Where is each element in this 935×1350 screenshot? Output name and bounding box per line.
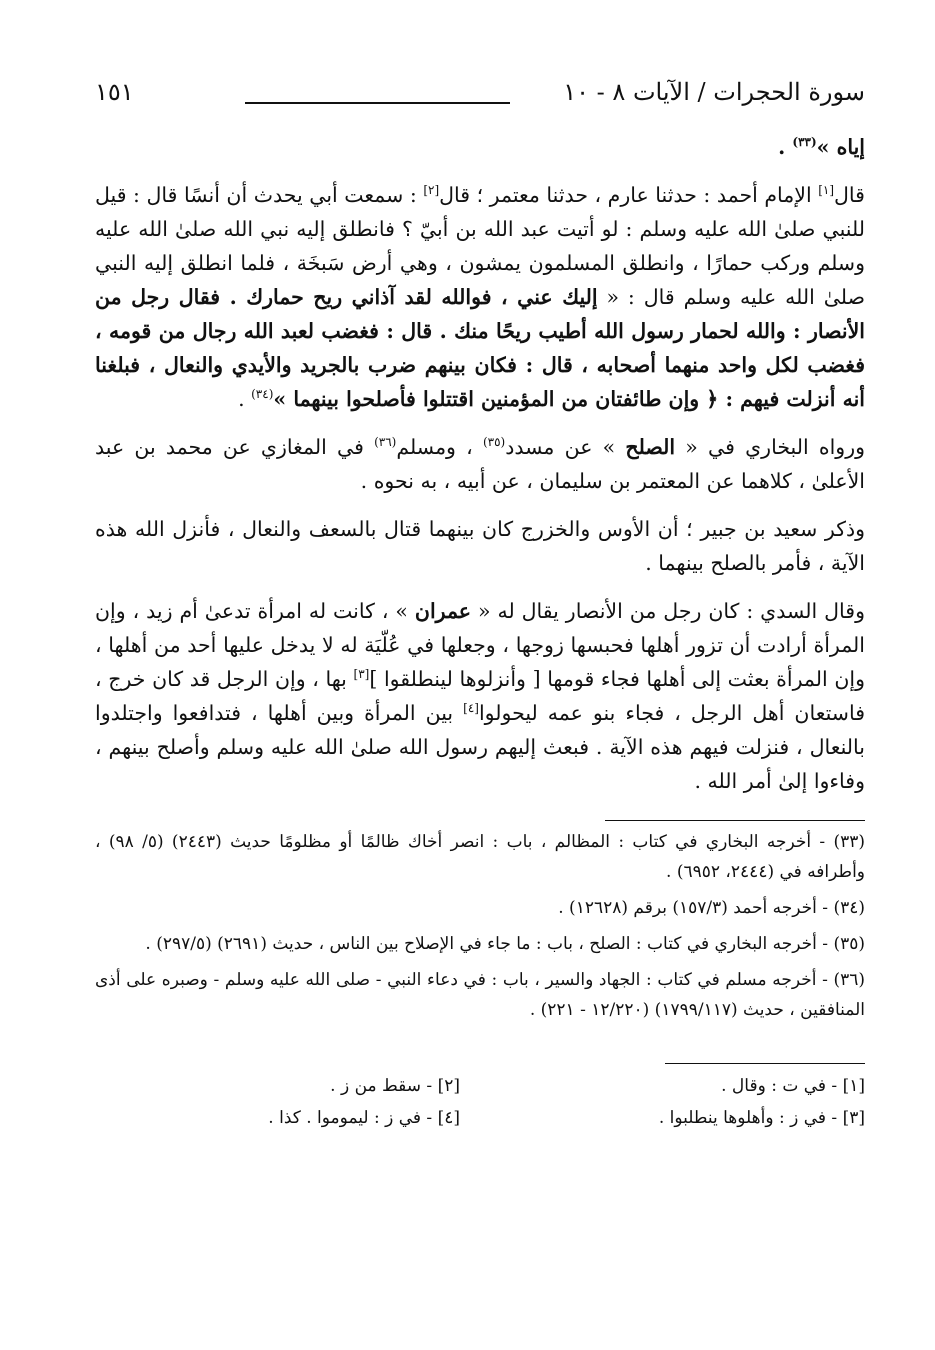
- footnote-rule: [605, 820, 865, 821]
- editorial-notes: [95, 1070, 865, 1134]
- p0-text: إياه »: [816, 135, 865, 159]
- p1-a: قال: [834, 183, 865, 207]
- paragraph-3: وذكر سعيد بن جبير ؛ أن الأوس والخزرج كان بينهما قتال بالسعف والنعال ، فأنزل الله هذه الآية ، فأمر بالصلح بينهما .: [95, 517, 865, 575]
- p2-a: ورواه البخاري في «: [675, 435, 866, 459]
- p1-b: الإمام أحمد : حدثنا عارم ، حدثنا معتمر ؛ قال: [439, 183, 819, 207]
- edit-note-3: [٣] - في ز : وأهلوها ينطلبوا .: [658, 1108, 865, 1128]
- edit-note-1: [١] - في ت : وقال .: [721, 1076, 865, 1096]
- p1-f: .: [238, 387, 252, 411]
- p0-end: .: [778, 135, 793, 159]
- edit-note-2: [٢] - سقط من ز .: [330, 1076, 460, 1096]
- footnote-34: (٣٤) - أخرجه أحمد (١٥٧/٣) برقم (١٢٦٢٨) .: [558, 898, 865, 918]
- paragraph-1: [95, 178, 865, 416]
- footnote-36: (٣٦) - أخرجه مسلم في كتاب : الجهاد والسير ، باب : في دعاء النبي - صلى الله عليه وسلم - وصبره على أذى المنافقين ، حديث (١٧٩٩/١١٧) (١٢/٢٢٠ - ٢٢١) .: [95, 970, 865, 1020]
- page-header: [95, 70, 865, 130]
- footnote-ref-34[interactable]: (٣٤): [251, 387, 274, 402]
- p1-quote-cont: فقال رجل من الأنصار : والله لحمار رسول الله أطيب ريحًا منك . قال : فغضب لعبد الله رجال من قومه ، فغضب لكل واحد منهما أصحابه ، قال : فكان بينهم ضرب بالجريد والأيدي والنعال ، فبلغنا أنه أنزلت فيهم : ﴿ وإن طائفتان من المؤمنين اقتتلوا فأصلحوا بينهما »: [95, 285, 865, 411]
- running-title: سورة الحجرات / الآيات ٨ - ١٠: [563, 78, 865, 106]
- page-number: ١٥١: [95, 78, 134, 106]
- p1-quote: إليك عني ، فوالله لقد آذاني ريح حمارك .: [229, 285, 598, 309]
- edit-note-4: [٤] - في ز : ليموموا . كذا .: [268, 1108, 460, 1128]
- edit-ref-2[interactable]: [٢]: [423, 183, 440, 198]
- paragraph-0: [95, 130, 865, 164]
- footnote-ref-35[interactable]: (٣٥): [482, 435, 506, 450]
- p1-c: : سمعت أبي يحدث أن أنسًا قال : قيل للنبي صلىٰ الله عليه وسلم : لو أتيت عبد الله بن أبيّ ؟ فانطلق إليه نبي الله صلىٰ الله عليه وسلم وركب حمارًا ، وانطلق المسلمون يمشون ، وهي أرض سَبخَة ، فلما انطلق إليه النبي صلىٰ الله عليه وسلم قال : «: [95, 183, 865, 309]
- p4-b: عمران: [414, 599, 472, 623]
- edit-ref-3[interactable]: [٣]: [353, 667, 370, 682]
- p4-e: بين المرأة وبين أهلها ، فتدافعوا واجتلدوا بالنعال ، فنزلت فيهم هذه الآية . فبعث إليهم رسول الله صلىٰ الله عليه وسلم وأصلح بينهم ، وفاءوا إلىٰ أمر الله .: [95, 701, 865, 793]
- footnote-33: (٣٣) - أخرجه البخاري في كتاب : المظالم ، باب : انصر أخاك ظالمًا أو مظلومًا حديث (٢٤٤٣) (٥/ ٩٨) ، وأطرافه في (٢٤٤٤، ٦٩٥٢) .: [95, 832, 866, 882]
- p4-a: وقال السدي : كان رجل من الأنصار يقال له «: [471, 599, 865, 623]
- edit-ref-4[interactable]: [٤]: [463, 701, 479, 716]
- p2-e: في المغازي عن محمد بن عبد الأعلىٰ ، كلاهما عن المعتمر بن سليمان ، عن أبيه ، به نحوه .: [95, 435, 865, 493]
- edit-ref-1[interactable]: [١]: [818, 183, 835, 198]
- header-rule: [245, 102, 510, 104]
- p4-c: » ، كانت له امرأة تدعىٰ أم زيد ، وإن المرأة أرادت أن تزور أهلها فحبسها زوجها ، وجعلها في عُلّيَة له لا يدخل عليها أحد من أهلها ، وإن المرأة بعثت إلى أهلها فجاء قومها [ وأنزلوها لينطلقوا ]: [95, 599, 865, 691]
- p2-c: » عن مسدد: [505, 435, 626, 459]
- p4-d: بها ، وإن الرجل قد كان خرج ، فاستعان أهل الرجل ، فجاء بنو عمه ليحولوا: [95, 667, 866, 725]
- p2-d: ، ومسلم: [396, 435, 483, 459]
- footnote-35: (٣٥) - أخرجه البخاري في كتاب : الصلح ، باب : ما جاء في الإصلاح بين الناس ، حديث (٢٦٩١) (٢٩٧/٥) .: [145, 934, 865, 954]
- editorial-rule: [665, 1063, 865, 1064]
- page: [95, 70, 865, 1134]
- paragraph-2: [95, 430, 865, 498]
- footnote-ref-36[interactable]: (٣٦): [374, 435, 397, 450]
- paragraph-4: [95, 594, 865, 798]
- footnote-ref-33[interactable]: (٣٣): [792, 135, 817, 150]
- p2-b: الصلح: [625, 435, 676, 459]
